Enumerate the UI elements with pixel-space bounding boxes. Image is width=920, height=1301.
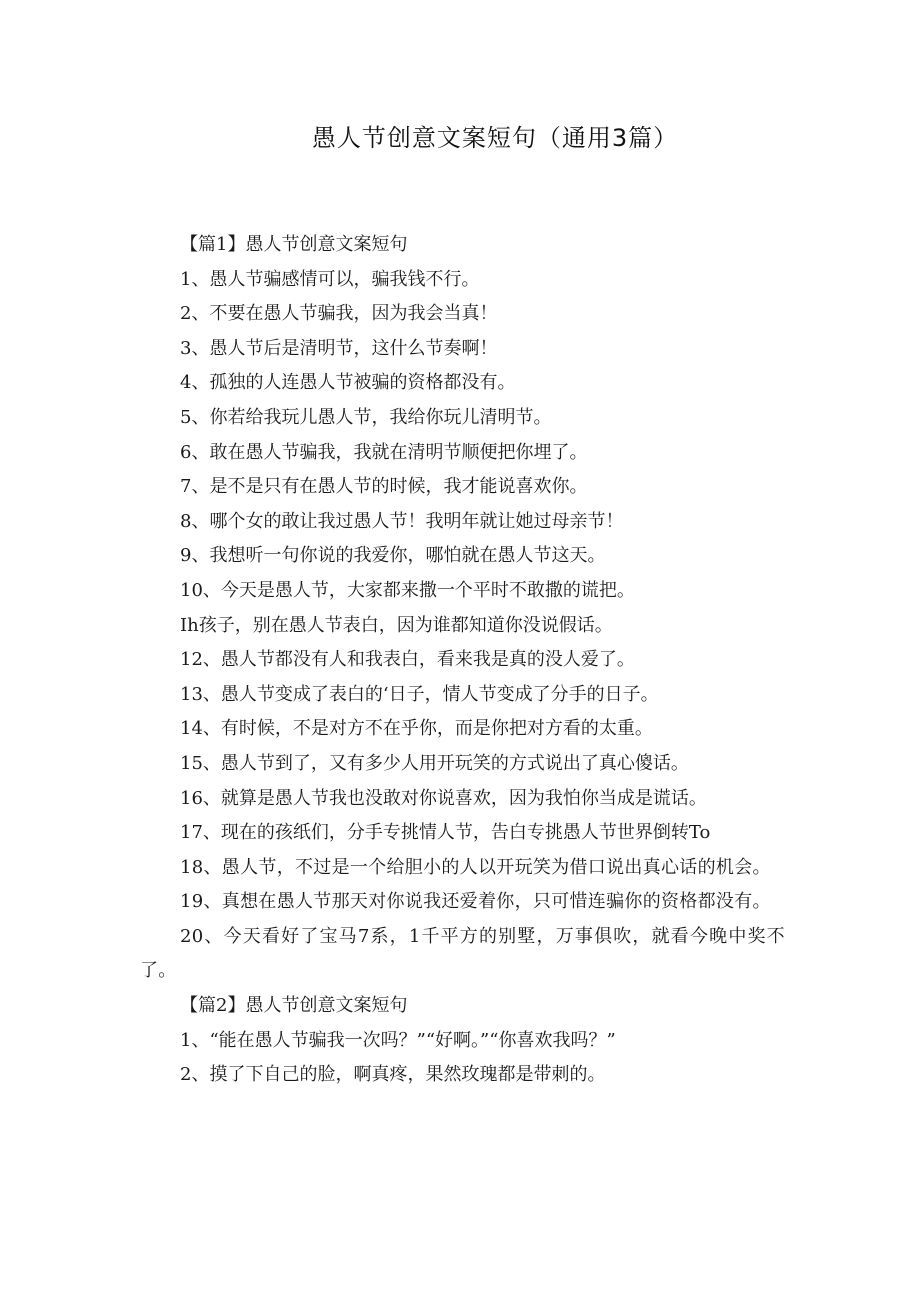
list-item: 4、孤独的人连愚人节被骗的资格都没有。 xyxy=(180,372,516,394)
list-item: 1、愚人节骗感情可以，骗我钱不行。 xyxy=(180,268,480,290)
list-item: 18、愚人节，不过是一个给胆小的人以开玩笑为借口说出真心话的机会。 xyxy=(180,856,771,878)
section-heading: 【篇1】愚人节创意文案短句 xyxy=(180,234,408,255)
document-title: 愚人节创意文案短句（通用3篇） xyxy=(311,124,679,152)
list-item: 1、“能在愚人节骗我一次吗？”“好啊。”“你喜欢我吗？” xyxy=(180,1029,616,1051)
list-item: 12、愚人节都没有人和我表白，看来我是真的没人爱了。 xyxy=(180,649,635,671)
list-item: Ih孩子，别在愚人节表白，因为谁都知道你没说假话。 xyxy=(180,614,613,636)
document-body xyxy=(140,228,785,1093)
list-item: 17、现在的孩纸们，分手专挑情人节，告白专挑愚人节世界倒转To xyxy=(180,822,711,844)
list-item: 8、哪个女的敢让我过愚人节！我明年就让她过母亲节！ xyxy=(180,510,624,532)
list-item: 16、就算是愚人节我也没敢对你说喜欢，因为我怕你当成是谎话。 xyxy=(180,787,707,809)
list-item: 2、摸了下自己的脸，啊真疼，果然玫瑰都是带刺的。 xyxy=(180,1064,606,1086)
list-item: 6、敢在愚人节骗我，我就在清明节顺便把你埋了。 xyxy=(180,441,588,463)
list-item: 14、有时候，不是对方不在乎你，而是你把对方看的太重。 xyxy=(180,718,653,740)
list-item: 13、愚人节变成了表白的‘日子，情人节变成了分手的日子。 xyxy=(180,683,659,705)
list-item: 7、是不是只有在愚人节的时候，我才能说喜欢你。 xyxy=(180,476,588,498)
list-item: 5、你若给我玩儿愚人节，我给你玩儿清明节。 xyxy=(180,406,552,428)
list-item: 20、今天看好了宝马7系，1千平方的别墅，万事俱吹，就看今晚中奖不了。 xyxy=(140,925,785,982)
list-item: 10、今天是愚人节，大家都来撒一个平时不敢撒的谎把。 xyxy=(180,579,635,601)
list-item: 2、不要在愚人节骗我，因为我会当真！ xyxy=(180,303,498,325)
section-heading: 【篇2】愚人节创意文案短句 xyxy=(180,995,408,1017)
list-item: 9、我想听一句你说的我爱你，哪怕就在愚人节这天。 xyxy=(180,545,606,567)
list-item: 3、愚人节后是清明节，这什么节奏啊！ xyxy=(180,337,498,359)
list-item: 19、真想在愚人节那天对你说我还爱着你，只可惜连骗你的资格都没有。 xyxy=(180,891,771,913)
list-item: 15、愚人节到了，又有多少人用开玩笑的方式说出了真心傻话。 xyxy=(180,752,689,774)
